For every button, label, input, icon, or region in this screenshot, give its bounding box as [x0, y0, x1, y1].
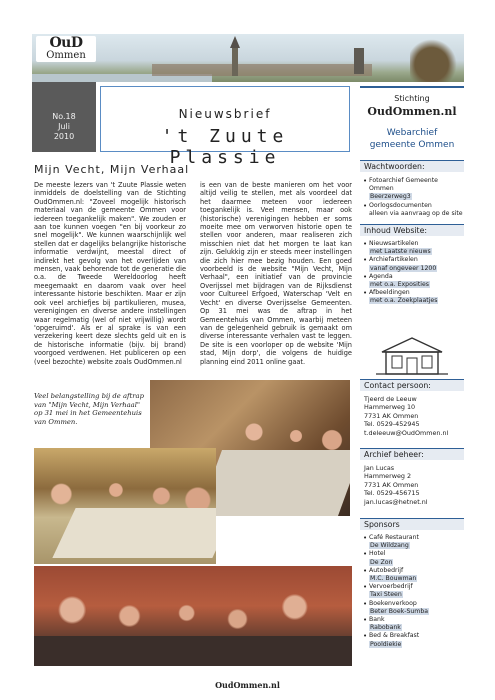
item-detail: De Zon	[370, 558, 393, 566]
item-title: Archiefartikelen	[369, 256, 418, 264]
archief-heading: Archief beheer:	[360, 448, 464, 460]
contact-email[interactable]: t.deleeuw@OudOmmen.nl	[364, 428, 449, 437]
archief-street: Hammerweg 2	[364, 472, 412, 481]
list-item	[360, 177, 464, 202]
archief-name: Jan Lucas	[364, 464, 395, 472]
list-item	[360, 616, 464, 632]
inhoud-list	[360, 240, 464, 306]
photo-caption: Veel belangstelling bij de aftrap van "Mijn Vecht, Mijn Verhaal" op 31 mei in het Gemeentehuis van Ommen.	[34, 392, 144, 426]
list-item	[360, 289, 464, 305]
newsletter-title: 't Zuute Plassie	[161, 126, 289, 168]
item-detail: M.C. Bouwman	[370, 575, 417, 583]
item-detail: Beter Boek-Sumba	[370, 607, 429, 615]
newsletter-title-box	[100, 86, 350, 168]
contact-city: 7731 AK Ommen	[364, 411, 419, 420]
list-item	[360, 583, 464, 599]
contact-street: Hammerweg 10	[364, 403, 416, 412]
item-title: Boekenverkoop	[369, 599, 417, 607]
list-item	[360, 600, 464, 616]
inhoud-heading: Inhoud Website:	[360, 224, 464, 236]
list-item	[360, 550, 464, 566]
item-title: Nieuwsartikelen	[369, 240, 419, 247]
banner-trees	[410, 38, 464, 82]
photo-table	[198, 450, 350, 516]
issue-year: 2010	[53, 132, 75, 141]
banner-houses	[152, 64, 372, 76]
list-item	[360, 240, 464, 256]
item-detail: De Wildzang	[370, 542, 409, 550]
item-title: Hotel	[369, 550, 386, 558]
contact-heading: Contact persoon:	[360, 379, 464, 391]
contact-name: Tjeerd de Leeuw	[364, 395, 417, 403]
item-detail: met o.a. Zoekplaatjes	[370, 297, 438, 305]
item-detail: alleen via aanvraag op de site	[369, 209, 463, 217]
archief-details	[364, 464, 464, 506]
archief-phone: Tel. 0529-456715	[364, 489, 420, 498]
issue-month: Juli	[58, 122, 70, 131]
list-item	[360, 202, 464, 218]
item-detail: Pooldiekie	[370, 640, 402, 648]
item-detail: vanaf ongeveer 1200	[370, 264, 437, 272]
item-title: Bed & Breakfast	[369, 632, 420, 640]
meeting-photo-3	[34, 566, 352, 666]
webarchief-title: Webarchief	[386, 128, 438, 138]
item-title: Afbeeldingen	[369, 289, 410, 297]
wachtwoorden-heading: Wachtwoorden:	[360, 160, 464, 172]
item-title: Bank	[369, 616, 385, 624]
sponsors-list	[360, 534, 464, 649]
logo-line2: Ommen	[46, 50, 86, 61]
item-detail: met Laatste nieuws	[370, 248, 431, 256]
article-paragraph: is een van de beste manieren om het voor altijd veilig te stellen, met als voordeel dat het daarmee meteen voor iedereen toegankelijk is. Veel mensen, maar ook (historische) verenigingen hebben er soms moeite mee om verworven historie open te stellen voor anderen, maar realiseren zich misschien niet dat het morgen te laat kan zijn. Gelukkig zijn er steeds meer instellingen die zich hier mee bezig houden. Een goed voorbeeld is de website "Mijn Vecht, Mijn Verhaal", een initiatief van de provincie Overijssel met bijdragen van de Rijksdienst voor Cultureel Erfgoed, Waterschap 'Velt en Vecht' en diverse Overijsselse Gemeenten. Op 31 mei was de aftrap in het Gemeentehuis van Ommen, waarbij meteen van de gelegenheid gebruik is gemaakt om diverse interessante verhalen vast te leggen. De site is een voorloper op de website 'Mijn stad, Mijn dorp', die volgens de huidige planning eind 2011 online gaat.	[200, 181, 352, 366]
article-title: Mijn Vecht, Mijn Verhaal	[34, 163, 190, 176]
webarchief-subtitle: gemeente Ommen	[369, 140, 455, 150]
photo-table	[52, 508, 216, 558]
item-title: Oorlogsdocumenten	[369, 201, 432, 209]
list-item	[360, 567, 464, 583]
photo-floor	[34, 636, 352, 666]
stichting-label: Stichting	[394, 94, 430, 103]
list-item	[360, 534, 464, 550]
item-detail: Beerzerweg3	[370, 193, 411, 201]
wachtwoorden-list	[360, 177, 464, 218]
oudommen-logo	[36, 36, 96, 62]
item-detail: met o.a. Exposities	[370, 281, 429, 289]
house-icon	[376, 336, 448, 376]
issue-number: No.18	[52, 112, 76, 121]
contact-details	[364, 395, 464, 437]
webarchief-box	[360, 86, 464, 154]
sponsors-heading: Sponsors	[360, 518, 464, 530]
banner-church-tower	[232, 46, 238, 76]
article-column-2	[200, 181, 352, 366]
contact-phone: Tel. 0529-452945	[364, 420, 420, 429]
item-detail: Rabobank	[370, 624, 401, 632]
footer-logo: OudOmmen.nl	[215, 680, 280, 690]
list-item	[360, 256, 464, 272]
meeting-photo-2	[34, 448, 216, 564]
site-logo: OudOmmen.nl	[367, 105, 457, 118]
list-item	[360, 632, 464, 648]
newsletter-label: Nieuwsbrief	[178, 107, 272, 121]
item-title: Agenda	[369, 272, 393, 280]
list-item	[360, 273, 464, 289]
item-title: Fotoarchief Gemeente Ommen	[369, 177, 438, 193]
banner-windmill	[354, 48, 364, 74]
item-detail: Taxi Steen	[370, 591, 402, 599]
item-title: Vervoerbedrijf	[369, 583, 413, 591]
archief-email[interactable]: jan.lucas@hetnet.nl	[364, 497, 428, 506]
archief-city: 7731 AK Ommen	[364, 480, 419, 489]
article-paragraph: De meeste lezers van 't Zuute Plassie weten inmiddels de doelstelling van de Stichting OudOmmen.nl: "Zoveel mogelijk historisch materiaal van de gemeente Ommen voor iedereen toegankelijk maken". We zouden er aan toe kunnen voegen "en bij voorkeur zo snel mogelijk". We kunnen waarschijnlijk wel stellen dat er dagelijks belangrijke historische informatie verdwijnt, meestal direct of indirekt het gevolg van het overlijden van mensen, vaak behorende tot de generatie die o.a. de Tweede Wereldoorlog heeft meegemaakt en daarom vaak over heel interessante historie beschikten. Maar er zijn ook veel archiefjes bij partikulieren, musea, verenigingen en diverse andere instellingen waar regelmatig (wel of niet vrijwillig) wordt 'opgeruimd'. Als er al sprake is van een verzekering keert deze slechts geld uit en is de historische informatie (bijv. bij brand) voorgoed verdwenen. Het publiceren op een (veel bezochte) website zoals OudOmmen.nl	[34, 181, 186, 366]
article-column-1	[34, 181, 186, 366]
logo-line1: OuD	[49, 35, 83, 51]
item-title: Autobedrijf	[369, 566, 404, 574]
header-banner-photo	[32, 34, 464, 82]
issue-badge	[32, 82, 96, 152]
item-title: Café Restaurant	[369, 534, 419, 541]
